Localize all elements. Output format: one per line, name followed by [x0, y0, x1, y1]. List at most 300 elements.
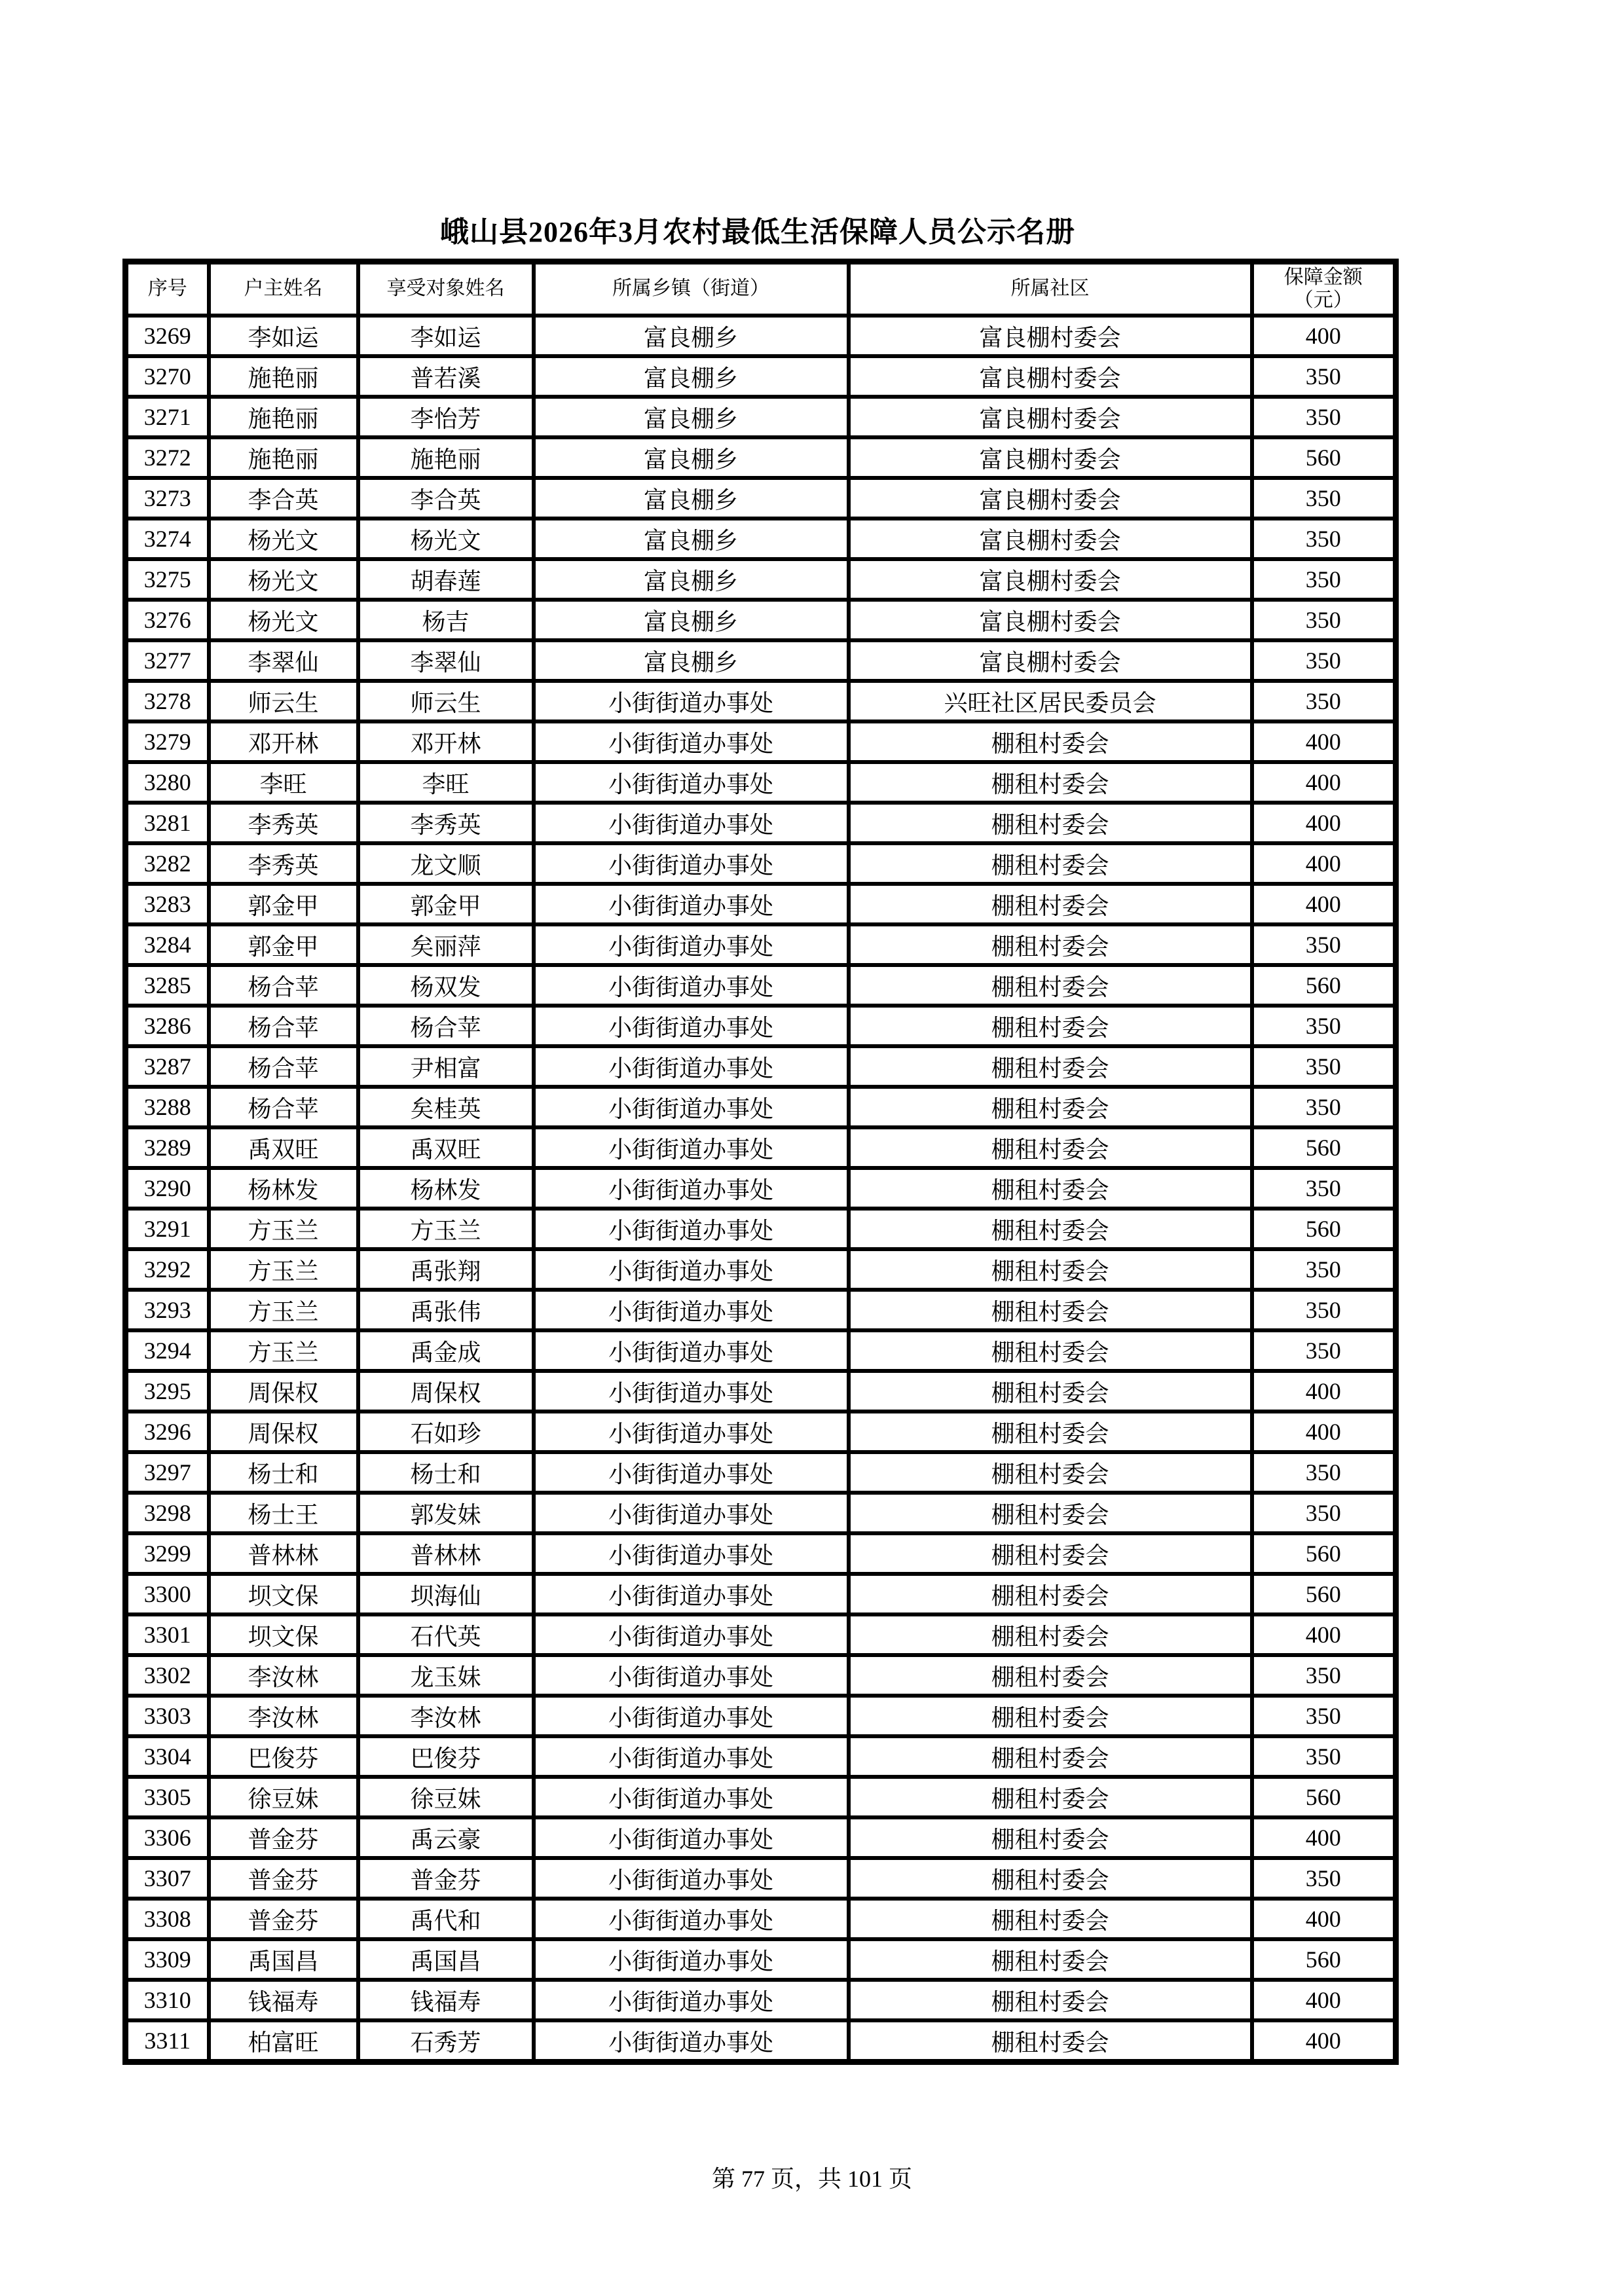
table-row [126, 1412, 1396, 1452]
cell-serial: 3293 [126, 1290, 209, 1330]
cell-amount: 350 [1252, 478, 1396, 519]
cell-amount: 400 [1252, 2020, 1396, 2062]
cell-household-name: 方玉兰 [209, 1330, 358, 1371]
table-row [126, 1290, 1396, 1330]
cell-amount: 400 [1252, 1412, 1396, 1452]
cell-serial: 3270 [126, 356, 209, 397]
cell-township: 小街街道办事处 [534, 843, 849, 884]
cell-township: 小街街道办事处 [534, 2020, 849, 2062]
cell-beneficiary-name: 普金芬 [358, 1858, 534, 1899]
cell-amount: 560 [1252, 1574, 1396, 1614]
cell-township: 富良棚乡 [534, 437, 849, 478]
cell-beneficiary-name: 郭发妹 [358, 1493, 534, 1533]
cell-household-name: 李汝林 [209, 1655, 358, 1696]
table-row [126, 1817, 1396, 1858]
cell-beneficiary-name: 普若溪 [358, 356, 534, 397]
cell-serial: 3287 [126, 1046, 209, 1087]
cell-household-name: 杨合苹 [209, 1087, 358, 1127]
table-row [126, 1209, 1396, 1249]
cell-serial: 3294 [126, 1330, 209, 1371]
cell-serial: 3297 [126, 1452, 209, 1493]
cell-township: 小街街道办事处 [534, 1330, 849, 1371]
cell-beneficiary-name: 杨合苹 [358, 1006, 534, 1046]
cell-township: 富良棚乡 [534, 640, 849, 681]
cell-serial: 3296 [126, 1412, 209, 1452]
cell-serial: 3304 [126, 1736, 209, 1777]
cell-township: 富良棚乡 [534, 356, 849, 397]
cell-household-name: 普金芬 [209, 1899, 358, 1939]
cell-community: 棚租村委会 [849, 884, 1252, 924]
cell-amount: 350 [1252, 924, 1396, 965]
column-header-amount-line1: 保障金额 [1283, 266, 1363, 288]
column-header-beneficiary-name: 享受对象姓名 [358, 262, 534, 316]
cell-beneficiary-name: 巴俊芬 [358, 1736, 534, 1777]
cell-beneficiary-name: 龙玉妹 [358, 1655, 534, 1696]
cell-amount: 350 [1252, 600, 1396, 640]
cell-beneficiary-name: 杨士和 [358, 1452, 534, 1493]
cell-community: 棚租村委会 [849, 1249, 1252, 1290]
cell-township: 小街街道办事处 [534, 1209, 849, 1249]
cell-amount: 350 [1252, 519, 1396, 559]
cell-amount: 350 [1252, 397, 1396, 437]
cell-community: 棚租村委会 [849, 1533, 1252, 1574]
cell-community: 棚租村委会 [849, 1452, 1252, 1493]
table-row [126, 1574, 1396, 1614]
cell-community: 棚租村委会 [849, 1939, 1252, 1980]
cell-community: 棚租村委会 [849, 1290, 1252, 1330]
cell-amount: 350 [1252, 559, 1396, 600]
cell-beneficiary-name: 禹云豪 [358, 1817, 534, 1858]
column-header-household-name: 户主姓名 [209, 262, 358, 316]
cell-beneficiary-name: 杨林发 [358, 1168, 534, 1209]
table-row [126, 803, 1396, 843]
cell-beneficiary-name: 李合英 [358, 478, 534, 519]
cell-amount: 400 [1252, 803, 1396, 843]
cell-community: 棚租村委会 [849, 843, 1252, 884]
cell-township: 小街街道办事处 [534, 1249, 849, 1290]
cell-amount: 400 [1252, 316, 1396, 356]
cell-household-name: 周保权 [209, 1412, 358, 1452]
cell-community: 棚租村委会 [849, 721, 1252, 762]
cell-serial: 3273 [126, 478, 209, 519]
cell-beneficiary-name: 钱福寿 [358, 1980, 534, 2020]
cell-household-name: 李旺 [209, 762, 358, 803]
cell-serial: 3289 [126, 1127, 209, 1168]
table-row [126, 1614, 1396, 1655]
cell-beneficiary-name: 周保权 [358, 1371, 534, 1412]
cell-serial: 3288 [126, 1087, 209, 1127]
table-row [126, 1858, 1396, 1899]
cell-beneficiary-name: 坝海仙 [358, 1574, 534, 1614]
cell-community: 棚租村委会 [849, 1087, 1252, 1127]
cell-community: 富良棚村委会 [849, 397, 1252, 437]
cell-serial: 3311 [126, 2020, 209, 2062]
cell-township: 富良棚乡 [534, 519, 849, 559]
cell-community: 棚租村委会 [849, 1777, 1252, 1817]
cell-beneficiary-name: 李怡芳 [358, 397, 534, 437]
cell-beneficiary-name: 禹张翔 [358, 1249, 534, 1290]
table-row [126, 1939, 1396, 1980]
cell-serial: 3300 [126, 1574, 209, 1614]
cell-serial: 3302 [126, 1655, 209, 1696]
table-row [126, 681, 1396, 721]
cell-household-name: 方玉兰 [209, 1209, 358, 1249]
cell-township: 小街街道办事处 [534, 1493, 849, 1533]
cell-beneficiary-name: 石秀芳 [358, 2020, 534, 2062]
cell-amount: 350 [1252, 640, 1396, 681]
cell-township: 富良棚乡 [534, 397, 849, 437]
table-row [126, 924, 1396, 965]
cell-community: 棚租村委会 [849, 1858, 1252, 1899]
cell-beneficiary-name: 李如运 [358, 316, 534, 356]
column-header-serial: 序号 [126, 262, 209, 316]
table-row [126, 843, 1396, 884]
cell-township: 小街街道办事处 [534, 1533, 849, 1574]
cell-household-name: 普金芬 [209, 1858, 358, 1899]
cell-household-name: 李秀英 [209, 843, 358, 884]
cell-community: 棚租村委会 [849, 1371, 1252, 1412]
table-row [126, 1371, 1396, 1412]
cell-township: 小街街道办事处 [534, 1412, 849, 1452]
cell-township: 小街街道办事处 [534, 1655, 849, 1696]
cell-amount: 350 [1252, 356, 1396, 397]
cell-amount: 350 [1252, 1046, 1396, 1087]
cell-household-name: 李如运 [209, 316, 358, 356]
cell-household-name: 徐豆妹 [209, 1777, 358, 1817]
cell-household-name: 杨光文 [209, 559, 358, 600]
cell-amount: 400 [1252, 1899, 1396, 1939]
cell-serial: 3310 [126, 1980, 209, 2020]
cell-household-name: 施艳丽 [209, 356, 358, 397]
cell-community: 富良棚村委会 [849, 356, 1252, 397]
cell-serial: 3290 [126, 1168, 209, 1209]
cell-community: 棚租村委会 [849, 2020, 1252, 2062]
column-header-township: 所属乡镇（街道） [534, 262, 849, 316]
cell-household-name: 杨合苹 [209, 1046, 358, 1087]
cell-beneficiary-name: 石代英 [358, 1614, 534, 1655]
cell-community: 棚租村委会 [849, 1209, 1252, 1249]
cell-community: 富良棚村委会 [849, 437, 1252, 478]
cell-township: 富良棚乡 [534, 600, 849, 640]
cell-community: 富良棚村委会 [849, 519, 1252, 559]
cell-household-name: 李秀英 [209, 803, 358, 843]
cell-serial: 3280 [126, 762, 209, 803]
cell-community: 富良棚村委会 [849, 316, 1252, 356]
table-row [126, 1493, 1396, 1533]
cell-amount: 560 [1252, 1209, 1396, 1249]
cell-beneficiary-name: 龙文顺 [358, 843, 534, 884]
cell-beneficiary-name: 禹代和 [358, 1899, 534, 1939]
cell-serial: 3301 [126, 1614, 209, 1655]
cell-serial: 3295 [126, 1371, 209, 1412]
table-row [126, 478, 1396, 519]
cell-township: 小街街道办事处 [534, 1127, 849, 1168]
cell-serial: 3283 [126, 884, 209, 924]
cell-community: 棚租村委会 [849, 924, 1252, 965]
cell-beneficiary-name: 矣丽萍 [358, 924, 534, 965]
cell-beneficiary-name: 矣桂英 [358, 1087, 534, 1127]
header-row [126, 262, 1396, 316]
cell-beneficiary-name: 李翠仙 [358, 640, 534, 681]
cell-beneficiary-name: 李旺 [358, 762, 534, 803]
column-header-community: 所属社区 [849, 262, 1252, 316]
cell-serial: 3274 [126, 519, 209, 559]
cell-beneficiary-name: 李秀英 [358, 803, 534, 843]
cell-household-name: 杨林发 [209, 1168, 358, 1209]
cell-amount: 560 [1252, 437, 1396, 478]
table-row [126, 1127, 1396, 1168]
table-row [126, 1168, 1396, 1209]
cell-beneficiary-name: 禹双旺 [358, 1127, 534, 1168]
cell-community: 棚租村委会 [849, 1696, 1252, 1736]
table-row [126, 965, 1396, 1006]
cell-amount: 400 [1252, 1980, 1396, 2020]
cell-serial: 3277 [126, 640, 209, 681]
cell-serial: 3271 [126, 397, 209, 437]
cell-household-name: 坝文保 [209, 1614, 358, 1655]
cell-household-name: 郭金甲 [209, 924, 358, 965]
table-row [126, 1777, 1396, 1817]
cell-community: 棚租村委会 [849, 1493, 1252, 1533]
table-row [126, 1736, 1396, 1777]
cell-household-name: 钱福寿 [209, 1980, 358, 2020]
cell-township: 小街街道办事处 [534, 1899, 849, 1939]
cell-township: 小街街道办事处 [534, 1614, 849, 1655]
cell-township: 小街街道办事处 [534, 762, 849, 803]
cell-township: 小街街道办事处 [534, 1736, 849, 1777]
page-footer: 第 77 页，共 101 页 [711, 2166, 912, 2192]
cell-township: 小街街道办事处 [534, 803, 849, 843]
cell-serial: 3272 [126, 437, 209, 478]
cell-household-name: 杨士王 [209, 1493, 358, 1533]
cell-community: 棚租村委会 [849, 1412, 1252, 1452]
table-row [126, 356, 1396, 397]
table-row [126, 884, 1396, 924]
cell-serial: 3269 [126, 316, 209, 356]
cell-amount: 400 [1252, 1614, 1396, 1655]
cell-household-name: 师云生 [209, 681, 358, 721]
cell-serial: 3303 [126, 1696, 209, 1736]
cell-township: 小街街道办事处 [534, 965, 849, 1006]
table-row [126, 1696, 1396, 1736]
cell-township: 小街街道办事处 [534, 1980, 849, 2020]
cell-household-name: 李合英 [209, 478, 358, 519]
table-row [126, 519, 1396, 559]
cell-township: 小街街道办事处 [534, 1371, 849, 1412]
cell-household-name: 坝文保 [209, 1574, 358, 1614]
cell-township: 小街街道办事处 [534, 681, 849, 721]
cell-amount: 560 [1252, 1939, 1396, 1980]
table-row [126, 721, 1396, 762]
cell-amount: 350 [1252, 1006, 1396, 1046]
cell-township: 小街街道办事处 [534, 1046, 849, 1087]
cell-amount: 350 [1252, 1452, 1396, 1493]
cell-household-name: 李翠仙 [209, 640, 358, 681]
cell-beneficiary-name: 师云生 [358, 681, 534, 721]
cell-community: 棚租村委会 [849, 1980, 1252, 2020]
cell-household-name: 杨士和 [209, 1452, 358, 1493]
cell-serial: 3305 [126, 1777, 209, 1817]
table-row [126, 316, 1396, 356]
table-row [126, 1980, 1396, 2020]
cell-household-name: 杨合苹 [209, 1006, 358, 1046]
table-row [126, 397, 1396, 437]
cell-township: 小街街道办事处 [534, 1452, 849, 1493]
cell-beneficiary-name: 杨双发 [358, 965, 534, 1006]
cell-serial: 3298 [126, 1493, 209, 1533]
cell-household-name: 邓开林 [209, 721, 358, 762]
table-row [126, 1046, 1396, 1087]
cell-amount: 560 [1252, 1127, 1396, 1168]
cell-beneficiary-name: 禹金成 [358, 1330, 534, 1371]
cell-amount: 350 [1252, 1655, 1396, 1696]
cell-serial: 3292 [126, 1249, 209, 1290]
table-row [126, 1087, 1396, 1127]
cell-amount: 400 [1252, 721, 1396, 762]
cell-township: 小街街道办事处 [534, 884, 849, 924]
column-header-amount-line2: （元） [1293, 289, 1353, 311]
cell-community: 棚租村委会 [849, 1655, 1252, 1696]
cell-household-name: 杨光文 [209, 519, 358, 559]
cell-serial: 3282 [126, 843, 209, 884]
cell-community: 富良棚村委会 [849, 640, 1252, 681]
cell-amount: 400 [1252, 884, 1396, 924]
cell-beneficiary-name: 胡春莲 [358, 559, 534, 600]
cell-serial: 3299 [126, 1533, 209, 1574]
cell-community: 棚租村委会 [849, 1046, 1252, 1087]
cell-household-name: 李汝林 [209, 1696, 358, 1736]
cell-beneficiary-name: 方玉兰 [358, 1209, 534, 1249]
cell-township: 小街街道办事处 [534, 1777, 849, 1817]
cell-amount: 560 [1252, 1533, 1396, 1574]
cell-amount: 350 [1252, 1168, 1396, 1209]
cell-amount: 350 [1252, 1696, 1396, 1736]
cell-serial: 3307 [126, 1858, 209, 1899]
cell-beneficiary-name: 施艳丽 [358, 437, 534, 478]
cell-township: 小街街道办事处 [534, 1817, 849, 1858]
cell-beneficiary-name: 普林林 [358, 1533, 534, 1574]
cell-community: 棚租村委会 [849, 1817, 1252, 1858]
cell-community: 棚租村委会 [849, 1127, 1252, 1168]
cell-amount: 560 [1252, 965, 1396, 1006]
column-header-amount [1252, 262, 1396, 316]
cell-community: 富良棚村委会 [849, 600, 1252, 640]
cell-serial: 3275 [126, 559, 209, 600]
table-row [126, 1330, 1396, 1371]
cell-household-name: 柏富旺 [209, 2020, 358, 2062]
table-row [126, 437, 1396, 478]
table-row [126, 600, 1396, 640]
cell-beneficiary-name: 禹国昌 [358, 1939, 534, 1980]
cell-amount: 400 [1252, 1371, 1396, 1412]
cell-amount: 350 [1252, 1249, 1396, 1290]
table-row [126, 1249, 1396, 1290]
cell-household-name: 施艳丽 [209, 397, 358, 437]
cell-township: 小街街道办事处 [534, 1290, 849, 1330]
cell-township: 小街街道办事处 [534, 1574, 849, 1614]
table-row [126, 2020, 1396, 2062]
table-row [126, 1899, 1396, 1939]
cell-amount: 350 [1252, 1493, 1396, 1533]
cell-beneficiary-name: 杨吉 [358, 600, 534, 640]
cell-township: 小街街道办事处 [534, 924, 849, 965]
cell-community: 富良棚村委会 [849, 559, 1252, 600]
cell-township: 小街街道办事处 [534, 1087, 849, 1127]
cell-amount: 560 [1252, 1777, 1396, 1817]
cell-community: 兴旺社区居民委员会 [849, 681, 1252, 721]
cell-beneficiary-name: 石如珍 [358, 1412, 534, 1452]
cell-community: 棚租村委会 [849, 1330, 1252, 1371]
cell-amount: 350 [1252, 681, 1396, 721]
cell-serial: 3309 [126, 1939, 209, 1980]
cell-household-name: 普金芬 [209, 1817, 358, 1858]
cell-beneficiary-name: 禹张伟 [358, 1290, 534, 1330]
cell-community: 棚租村委会 [849, 1168, 1252, 1209]
cell-beneficiary-name: 徐豆妹 [358, 1777, 534, 1817]
cell-community: 棚租村委会 [849, 1899, 1252, 1939]
cell-beneficiary-name: 杨光文 [358, 519, 534, 559]
cell-household-name: 杨光文 [209, 600, 358, 640]
table-row [126, 1533, 1396, 1574]
cell-township: 富良棚乡 [534, 478, 849, 519]
cell-township: 富良棚乡 [534, 316, 849, 356]
cell-amount: 350 [1252, 1330, 1396, 1371]
cell-serial: 3308 [126, 1899, 209, 1939]
cell-township: 小街街道办事处 [534, 1006, 849, 1046]
cell-household-name: 禹双旺 [209, 1127, 358, 1168]
cell-household-name: 禹国昌 [209, 1939, 358, 1980]
cell-community: 棚租村委会 [849, 1574, 1252, 1614]
cell-community: 棚租村委会 [849, 965, 1252, 1006]
cell-household-name: 普林林 [209, 1533, 358, 1574]
table-row [126, 559, 1396, 600]
table-row [126, 640, 1396, 681]
cell-household-name: 巴俊芬 [209, 1736, 358, 1777]
cell-serial: 3284 [126, 924, 209, 965]
cell-amount: 350 [1252, 1290, 1396, 1330]
cell-amount: 350 [1252, 1858, 1396, 1899]
cell-beneficiary-name: 尹相富 [358, 1046, 534, 1087]
cell-community: 富良棚村委会 [849, 478, 1252, 519]
cell-township: 小街街道办事处 [534, 1168, 849, 1209]
cell-household-name: 杨合苹 [209, 965, 358, 1006]
cell-serial: 3286 [126, 1006, 209, 1046]
cell-amount: 400 [1252, 762, 1396, 803]
table-row [126, 762, 1396, 803]
cell-household-name: 方玉兰 [209, 1249, 358, 1290]
cell-community: 棚租村委会 [849, 803, 1252, 843]
cell-beneficiary-name: 郭金甲 [358, 884, 534, 924]
cell-amount: 400 [1252, 843, 1396, 884]
table-body [126, 316, 1396, 2062]
cell-serial: 3276 [126, 600, 209, 640]
cell-serial: 3278 [126, 681, 209, 721]
table-row [126, 1452, 1396, 1493]
cell-household-name: 郭金甲 [209, 884, 358, 924]
cell-township: 小街街道办事处 [534, 1939, 849, 1980]
cell-serial: 3291 [126, 1209, 209, 1249]
cell-household-name: 施艳丽 [209, 437, 358, 478]
cell-township: 小街街道办事处 [534, 1696, 849, 1736]
cell-community: 棚租村委会 [849, 1006, 1252, 1046]
cell-beneficiary-name: 邓开林 [358, 721, 534, 762]
cell-community: 棚租村委会 [849, 1614, 1252, 1655]
cell-amount: 400 [1252, 1817, 1396, 1858]
cell-amount: 350 [1252, 1736, 1396, 1777]
cell-household-name: 方玉兰 [209, 1290, 358, 1330]
cell-amount: 350 [1252, 1087, 1396, 1127]
page-title: 峨山县2026年3月农村最低生活保障人员公示名册 [440, 216, 1075, 248]
